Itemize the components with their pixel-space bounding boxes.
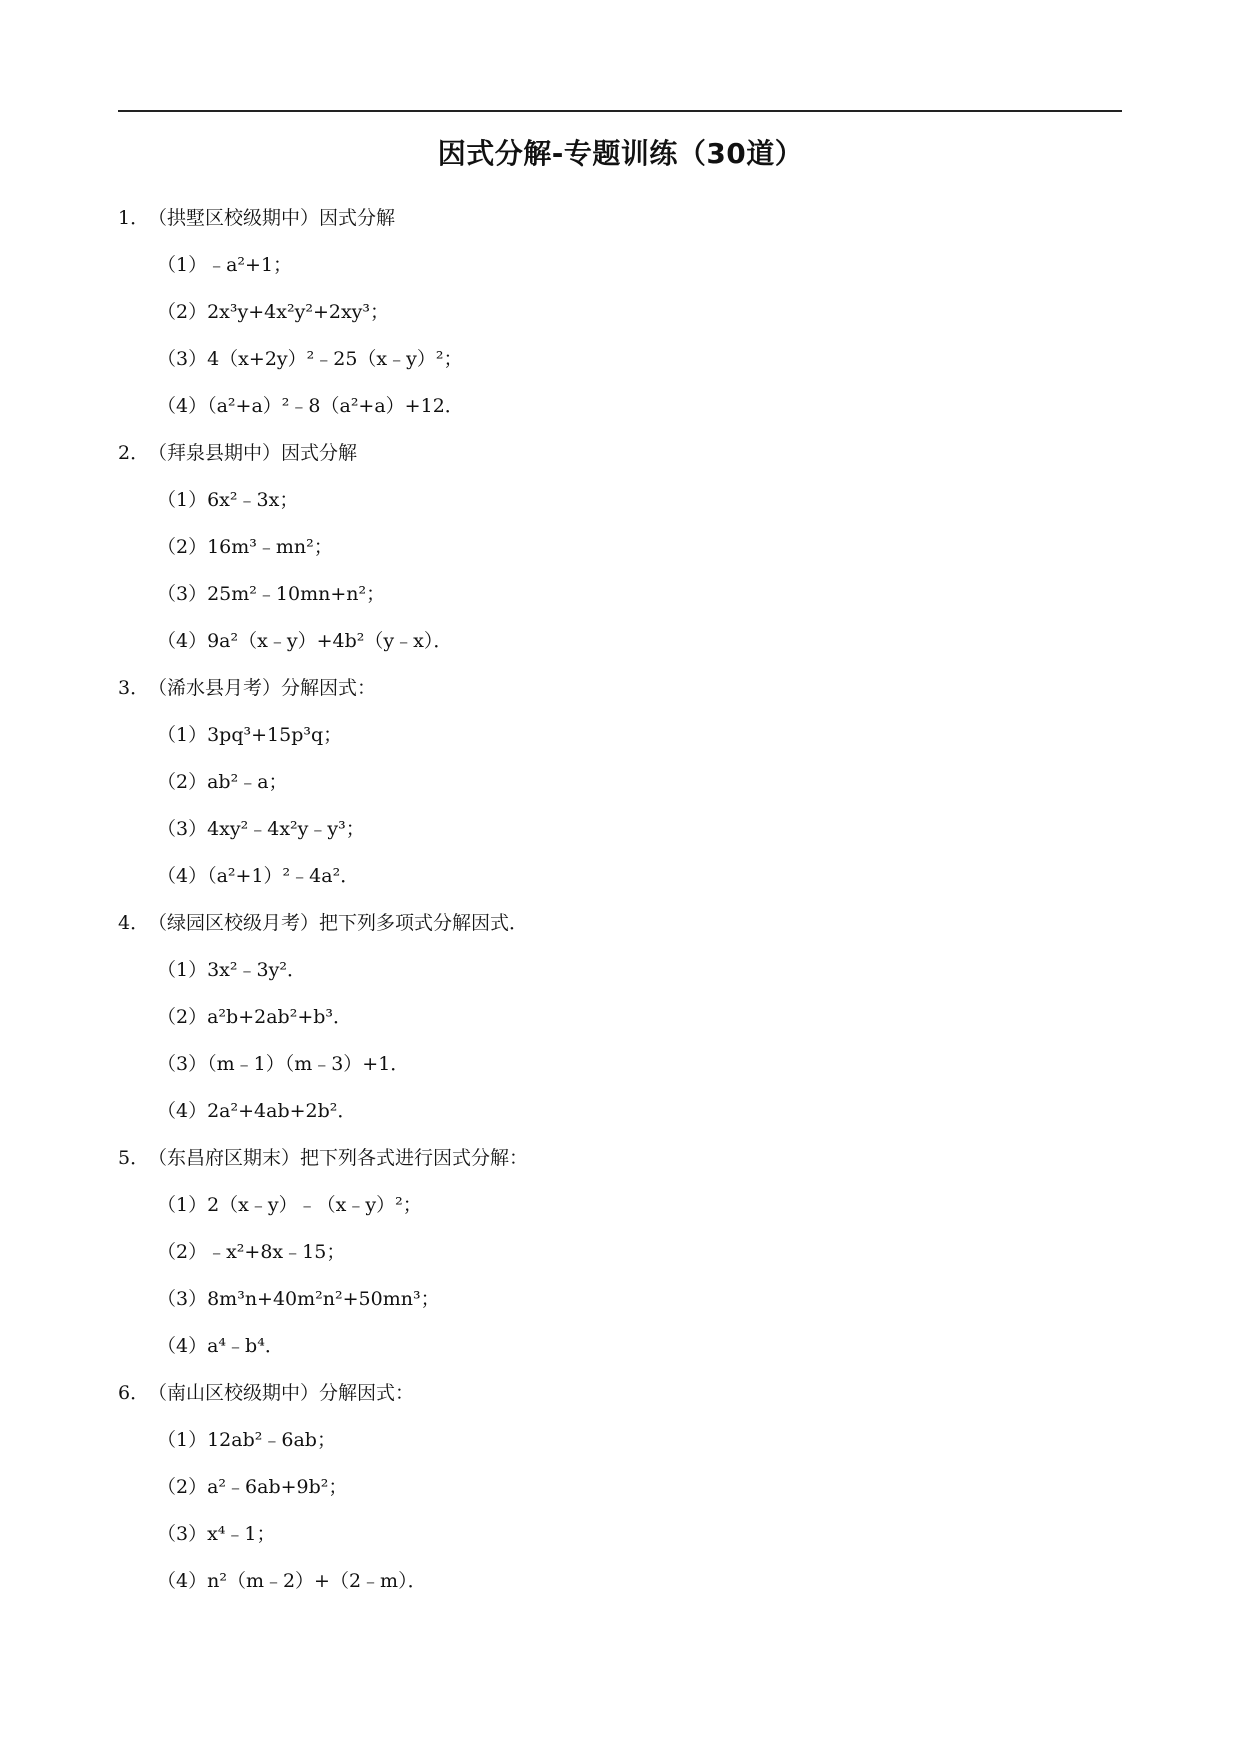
part-label: （4） xyxy=(157,1100,208,1122)
question-5-part-4 xyxy=(157,1333,284,1359)
question-4-part-4 xyxy=(157,1098,356,1124)
question-1-part-2 xyxy=(157,299,389,325)
part-label: （1） xyxy=(157,959,208,981)
question-stem: （东昌府区期末）把下列各式进行因式分解： xyxy=(148,1147,529,1169)
part-expression: 2（x﹣y）﹣（x﹣y）²； xyxy=(207,1194,422,1216)
part-label: （3） xyxy=(157,583,208,605)
part-label: （4） xyxy=(157,1570,208,1592)
part-expression: 12ab²﹣6ab； xyxy=(207,1429,336,1451)
part-expression: a⁴﹣b⁴． xyxy=(207,1335,284,1357)
part-expression: （a²+a）²﹣8（a²+a）+12． xyxy=(207,395,464,417)
question-5-part-1 xyxy=(157,1192,422,1218)
question-1-part-4 xyxy=(157,393,464,419)
document-title: 因式分解-专题训练（30道） xyxy=(437,137,804,170)
question-6-part-3 xyxy=(157,1521,276,1547)
question-2-part-3 xyxy=(157,581,385,607)
question-4-part-1 xyxy=(157,957,306,983)
question-stem: （拜泉县期中）因式分解 xyxy=(148,442,358,464)
part-label: （3） xyxy=(157,1523,208,1545)
part-expression: 4xy²﹣4x²y﹣y³； xyxy=(207,818,365,840)
part-expression: 2x³y+4x²y²+2xy³； xyxy=(207,301,390,323)
part-expression: 8m³n+40m²n²+50mn³； xyxy=(207,1288,440,1310)
part-label: （4） xyxy=(157,630,208,652)
part-label: （3） xyxy=(157,818,208,840)
part-expression: （m﹣1）（m﹣3）+1． xyxy=(207,1053,410,1075)
part-expression: ﹣x²+8x﹣15； xyxy=(207,1241,346,1263)
question-3-part-3 xyxy=(157,816,365,842)
question-6-part-2 xyxy=(157,1474,347,1500)
question-3-part-1 xyxy=(157,722,342,748)
question-2-part-4 xyxy=(157,628,452,654)
question-1 xyxy=(118,205,395,231)
question-stem: （绿园区校级月考）把下列多项式分解因式． xyxy=(148,912,529,934)
part-expression: 25m²﹣10mn+n²； xyxy=(207,583,386,605)
question-number: 1． xyxy=(118,207,150,229)
part-label: （1） xyxy=(157,1429,208,1451)
part-label: （2） xyxy=(157,301,208,323)
header-rule xyxy=(118,110,1122,112)
part-label: （3） xyxy=(157,348,208,370)
question-5-part-3 xyxy=(157,1286,440,1312)
question-5-part-2 xyxy=(157,1239,345,1265)
question-6-part-4 xyxy=(157,1568,427,1594)
question-6-part-1 xyxy=(157,1427,336,1453)
part-expression: 4（x+2y）²﹣25（x﹣y）²； xyxy=(207,348,463,370)
part-label: （2） xyxy=(157,771,208,793)
question-number: 2． xyxy=(118,442,150,464)
part-expression: 2a²+4ab+2b²． xyxy=(207,1100,357,1122)
part-label: （3） xyxy=(157,1288,208,1310)
part-expression: n²（m﹣2）+（2﹣m）． xyxy=(207,1570,427,1592)
part-label: （4） xyxy=(157,1335,208,1357)
question-4-part-3 xyxy=(157,1051,409,1077)
part-label: （2） xyxy=(157,1476,208,1498)
part-expression: 9a²（x﹣y）+4b²（y﹣x）． xyxy=(207,630,453,652)
question-6 xyxy=(118,1380,414,1406)
part-expression: ﹣a²+1； xyxy=(207,254,293,276)
question-stem: （拱墅区校级期中）因式分解 xyxy=(148,207,396,229)
question-1-part-3 xyxy=(157,346,463,372)
question-number: 3． xyxy=(118,677,150,699)
part-expression: ab²﹣a； xyxy=(207,771,288,793)
part-label: （1） xyxy=(157,489,208,511)
question-2 xyxy=(118,440,357,466)
question-2-part-2 xyxy=(157,534,333,560)
question-5 xyxy=(118,1145,528,1171)
part-expression: 3x²﹣3y²． xyxy=(207,959,306,981)
question-1-part-1 xyxy=(157,252,292,278)
question-number: 5． xyxy=(118,1147,150,1169)
question-number: 6． xyxy=(118,1382,150,1404)
question-3 xyxy=(118,675,376,701)
part-expression: a²﹣6ab+9b²； xyxy=(207,1476,348,1498)
question-4-part-2 xyxy=(157,1004,352,1030)
question-4 xyxy=(118,910,528,936)
part-expression: 6x²﹣3x； xyxy=(207,489,299,511)
part-expression: x⁴﹣1； xyxy=(207,1523,276,1545)
part-label: （2） xyxy=(157,1241,208,1263)
part-label: （4） xyxy=(157,865,208,887)
question-number: 4． xyxy=(118,912,150,934)
question-2-part-1 xyxy=(157,487,298,513)
part-label: （1） xyxy=(157,724,208,746)
part-label: （2） xyxy=(157,1006,208,1028)
part-label: （4） xyxy=(157,395,208,417)
part-label: （3） xyxy=(157,1053,208,1075)
question-3-part-2 xyxy=(157,769,288,795)
question-3-part-4 xyxy=(157,863,359,889)
part-label: （2） xyxy=(157,536,208,558)
question-stem: （南山区校级期中）分解因式： xyxy=(148,1382,415,1404)
part-expression: 16m³﹣mn²； xyxy=(207,536,333,558)
question-stem: （浠水县月考）分解因式： xyxy=(148,677,377,699)
part-expression: 3pq³+15p³q； xyxy=(207,724,343,746)
part-expression: a²b+2ab²+b³． xyxy=(207,1006,353,1028)
part-label: （1） xyxy=(157,1194,208,1216)
part-expression: （a²+1）²﹣4a²． xyxy=(207,865,360,887)
part-label: （1） xyxy=(157,254,208,276)
